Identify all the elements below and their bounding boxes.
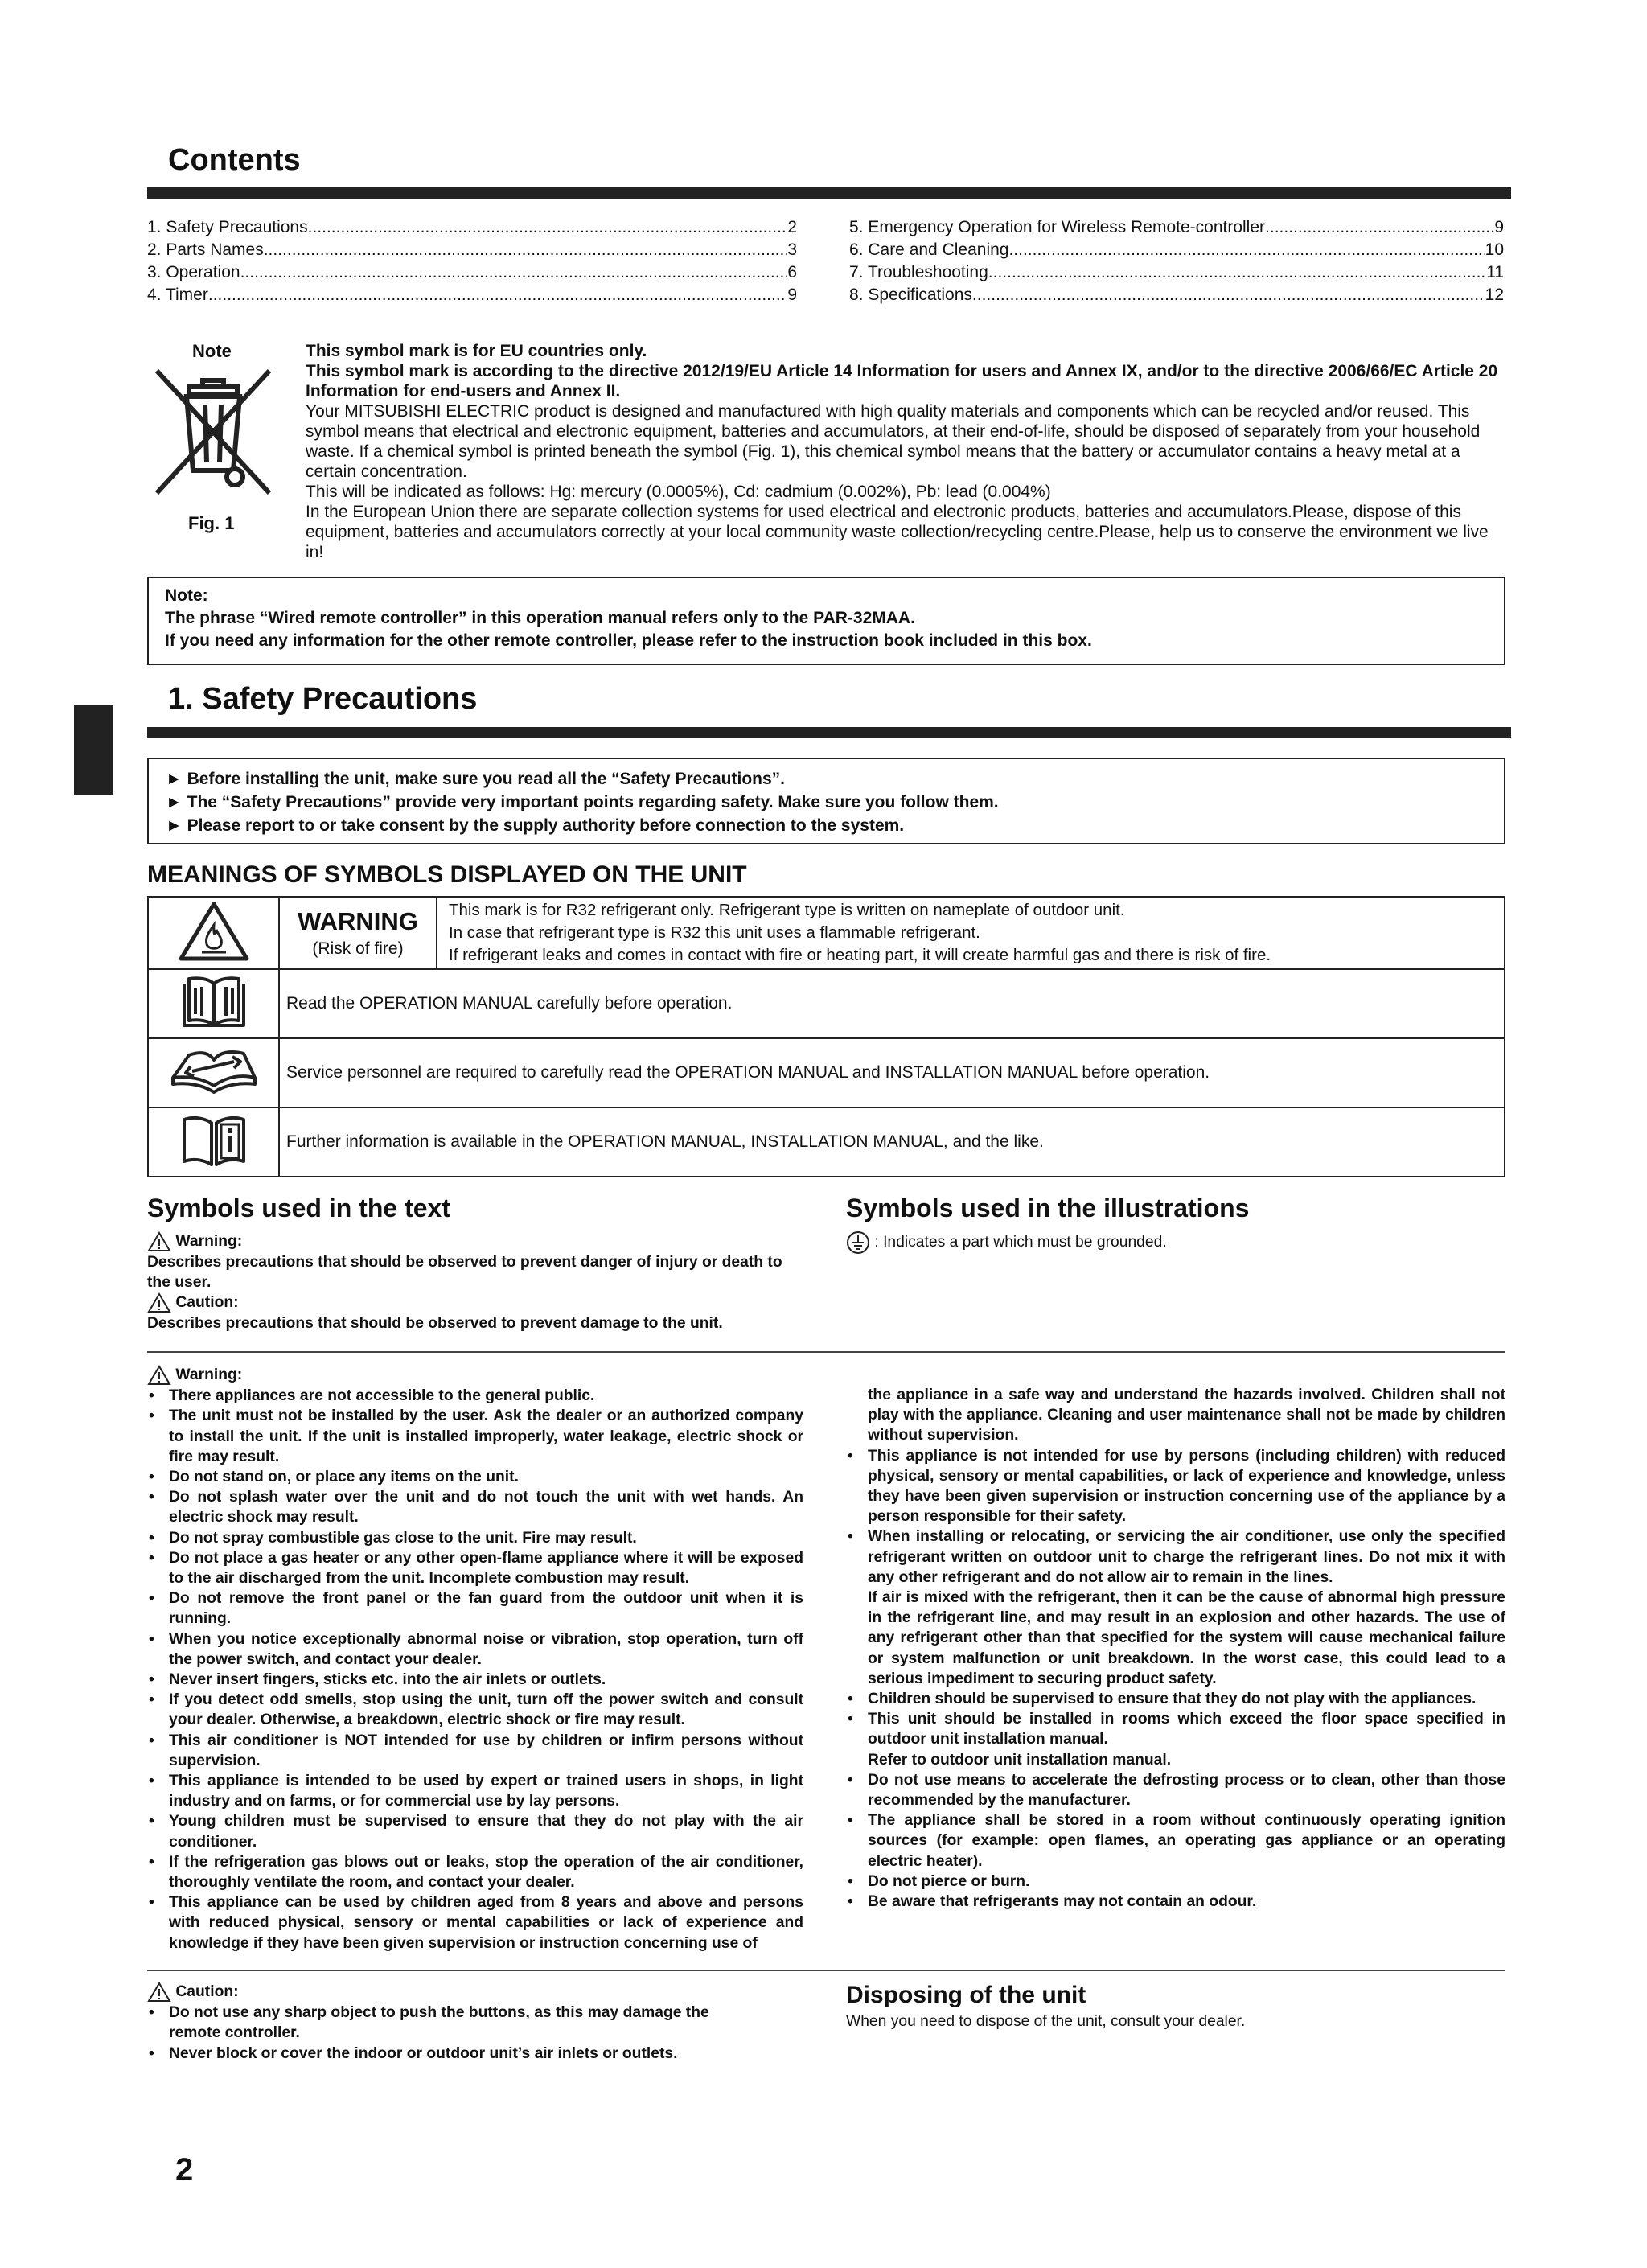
symbols-table [147, 896, 1505, 1177]
list-item: • Be aware that refrigerants may not contain an odour. [846, 1892, 1505, 1912]
warnings-left-column [147, 1365, 803, 1954]
note-text-block [306, 341, 1504, 562]
page-number: 2 [175, 2152, 194, 2188]
note-box-line-1: The phrase “Wired remote controller” in this operation manual refers only to the PAR-32MAA. [165, 609, 915, 627]
warning-triangle-icon [147, 1231, 171, 1252]
note-para-2: This will be indicated as follows: Hg: mercury (0.0005%), Cd: cadmium (0.002%), Pb: lead (0.004%) [306, 483, 1051, 501]
disposing-text: When you need to dispose of the unit, consult your dealer. [846, 2013, 1246, 2030]
toc-item[interactable]: 1. Safety Precautions ..... 2 [147, 216, 797, 239]
warning-label: WARNING [298, 907, 418, 935]
list-item: • The appliance shall be stored in a room without continuously operating ignition sources (for example: open flames, an operating gas appliance or an operating electric heater). [846, 1810, 1505, 1872]
fire-warning-icon-cell [148, 897, 279, 969]
flammable-warning-icon [178, 901, 250, 962]
safety-rule [147, 727, 1511, 738]
list-item: • If the refrigeration gas blows out or leaks, stop the operation of the air conditioner, thoroughly ventilate the room, and contact your dealer. [147, 1852, 803, 1892]
list-item: • The unit must not be installed by the user. Ask the dealer or an authorized company to install the unit. If the unit is installed improperly, water leakage, electric shock or fire may result. [147, 1406, 803, 1467]
toc-item[interactable]: 2. Parts Names ..... 3 [147, 239, 797, 261]
list-item: • Young children must be supervised to ensure that they do not play with the air conditioner. [147, 1811, 803, 1851]
safety-intro-3: ► Please report to or take consent by the supply authority before connection to the system. [166, 816, 905, 835]
contents-title: Contents [168, 143, 301, 177]
note-box [147, 577, 1505, 665]
list-item: • Do not place a gas heater or any other open-flame appliance where it will be exposed to the air discharged from the unit. Incomplete combustion may result. [147, 1548, 803, 1588]
warnings-left-list [147, 1386, 803, 1954]
section-divider [147, 1351, 1505, 1353]
symbols-text-caution-desc: Describes precautions that should be observed to prevent damage to the unit. [147, 1315, 723, 1332]
section-divider [147, 1970, 1505, 1971]
symbols-row-manual [148, 969, 1505, 1038]
ground-icon [846, 1231, 870, 1255]
disposing-title: Disposing of the unit [846, 1982, 1086, 2008]
list-item: • If you detect odd smells, stop using the unit, turn off the power switch and consult your dealer. Otherwise, a breakdown, electric shock or fire may result. [147, 1690, 803, 1730]
list-item: • Do not remove the front panel or the fan guard from the outdoor unit when it is running. [147, 1588, 803, 1629]
symbols-illus-block [846, 1231, 1167, 1255]
safety-intro-box [147, 758, 1505, 844]
section-tab-marker [74, 705, 113, 795]
list-item: • This air conditioner is NOT intended for use by children or infirm persons without supervision. [147, 1731, 803, 1771]
book-icon [178, 972, 250, 1032]
note-label: Note [192, 341, 232, 361]
caution-triangle-icon [147, 1982, 171, 2003]
note-bold-2: This symbol mark is according to the directive 2012/19/EU Article 14 Information for users and Annex IX, and/or to the directive 2006/66/EC Article 20 Information for end-users and Annex II. [306, 362, 1498, 401]
list-item: • Never block or cover the indoor or outdoor unit’s air inlets or outlets. [147, 2044, 758, 2064]
warnings-right-column [846, 1385, 1505, 1912]
symbols-row-warning [148, 897, 1505, 969]
symbols-text-warning-label: Warning: [175, 1233, 243, 1251]
info-manual-icon [178, 1111, 250, 1169]
list-item: • This appliance can be used by children aged from 8 years and above and persons with reduced physical, sensory or mental capabilities or lack of experience and knowledge if they have been given supervision or instruction concerning use of [147, 1892, 803, 1954]
list-item: • Do not use any sharp object to push the buttons, as this may damage the remote controller. [147, 2003, 758, 2043]
warning-line-1: This mark is for R32 refrigerant only. Refrigerant type is written on nameplate of outdoor unit. [449, 901, 1125, 919]
list-item: • Do not pierce or burn. [846, 1872, 1505, 1892]
toc-item[interactable]: 3. Operation ..... 6 [147, 261, 797, 284]
caution-triangle-icon [147, 1292, 171, 1313]
toc-item[interactable]: 4. Timer ..... 9 [147, 284, 797, 306]
warnings-right-list [846, 1385, 1505, 1912]
note-bold-1: This symbol mark is for EU countries only. [306, 342, 647, 360]
toc-left [147, 216, 797, 306]
list-item: • When you notice exceptionally abnormal noise or vibration, stop operation, turn off the power switch, and contact your dealer. [147, 1629, 803, 1670]
fig-label: Fig. 1 [188, 513, 235, 533]
note-box-line-2: If you need any information for the other remote controller, please refer to the instruction book included in this box. [165, 631, 1092, 650]
caution-label: Caution: [175, 1983, 239, 2001]
toc-item[interactable]: 5. Emergency Operation for Wireless Remote-controller ..... 9 [849, 216, 1504, 239]
symbols-text-warning-desc: Describes precautions that should be observed to prevent danger of injury or death to the user. [147, 1254, 782, 1291]
symbols-row-info [148, 1107, 1505, 1177]
symbols-text-block [147, 1231, 803, 1333]
warnings-label: Warning: [175, 1366, 243, 1384]
symbols-illus-title: Symbols used in the illustrations [846, 1194, 1250, 1222]
list-item: • Do not use means to accelerate the defrosting process or to clean, other than those recommended by the manufacturer. [846, 1770, 1505, 1810]
safety-intro-2: ► The “Safety Precautions” provide very important points regarding safety. Make sure you follow them. [166, 793, 999, 811]
safety-intro-1: ► Before installing the unit, make sure you read all the “Safety Precautions”. [166, 770, 785, 788]
warning-line-3: If refrigerant leaks and comes in contact with fire or heating part, it will create harmful gas and there is risk of fire. [449, 946, 1271, 964]
caution-list [147, 2003, 758, 2064]
warning-line-2: In case that refrigerant type is R32 this unit uses a flammable refrigerant. [449, 923, 980, 942]
symbols-row-service [148, 1038, 1505, 1107]
ground-desc: : Indicates a part which must be grounded. [874, 1234, 1167, 1251]
row-info-text: Further information is available in the OPERATION MANUAL, INSTALLATION MANUAL, and the like. [279, 1107, 1505, 1177]
safety-title: 1. Safety Precautions [168, 682, 478, 716]
list-item: • Do not splash water over the unit and do not touch the unit with wet hands. An electric shock may result. [147, 1487, 803, 1527]
list-item: • This unit should be installed in rooms which exceed the floor space specified in outdoor unit installation manual. [846, 1709, 1505, 1749]
service-manual-icon [170, 1046, 258, 1097]
warning-sub: (Risk of fire) [312, 939, 404, 958]
weee-bin-icon [145, 364, 281, 501]
caution-block [147, 1982, 758, 2064]
list-item: • This appliance is not intended for use by persons (including children) with reduced physical, sensory or mental capabilities, or lack of experience and knowledge, unless they have been given supervision or instruction concerning use of the appliance by a person responsible for their safety. [846, 1446, 1505, 1527]
list-item: • Children should be supervised to ensure that they do not play with the appliances. [846, 1689, 1505, 1709]
list-item-continued: If air is mixed with the refrigerant, then it can be the cause of abnormal high pressure in the refrigerant line, and may result in an explosion and other hazards. The use of any refrigerant other than that specified for the system will cause mechanical failure or system malfunction or unit breakdown. In the worst case, this could lead to a serious impediment to securing product safety. [868, 1589, 1505, 1687]
toc-item[interactable]: 7. Troubleshooting ..... 11 [849, 261, 1504, 284]
symbols-text-title: Symbols used in the text [147, 1194, 450, 1222]
symbols-unit-title: MEANINGS OF SYMBOLS DISPLAYED ON THE UNIT [147, 861, 747, 888]
list-item: • Never insert fingers, sticks etc. into the air inlets or outlets. [147, 1670, 803, 1690]
toc-item[interactable]: 8. Specifications ..... 12 [849, 284, 1504, 306]
list-item: • Do not spray combustible gas close to the unit. Fire may result. [147, 1528, 803, 1548]
note-para-1: Your MITSUBISHI ELECTRIC product is designed and manufactured with high quality materials and components which can be recycled and/or reused. This symbol means that electrical and electronic equipment, batteries and accumulators, at their end-of-life, should be disposed of separately from your household waste. If a chemical symbol is printed beneath the symbol (Fig. 1), this chemical symbol means that the battery or accumulator contains a heavy metal at a certain concentration. [306, 402, 1481, 481]
list-item: • When installing or relocating, or servicing the air conditioner, use only the specified refrigerant written on outdoor unit to charge the refrigerant lines. Do not mix it with any other refrigerant and do not allow air to remain in the lines. [846, 1526, 1505, 1588]
list-item-continued: the appliance in a safe way and understand the hazards involved. Children shall not play with the appliance. Cleaning and user maintenance shall not be made by children without supervision. [868, 1387, 1505, 1444]
contents-rule [147, 187, 1511, 199]
note-para-3: In the European Union there are separate collection systems for used electrical and electronic products, batteries and accumulators.Please, dispose of this equipment, batteries and accumulators correctly at your local community waste collection/recycling centre.Please, help us to conserve the environment we live in! [306, 503, 1489, 561]
row-service-text: Service personnel are required to carefully read the OPERATION MANUAL and INSTALLATION MANUAL before operation. [279, 1038, 1505, 1107]
list-item-continued: Refer to outdoor unit installation manual. [868, 1751, 1172, 1769]
note-box-label: Note: [165, 586, 208, 605]
toc-right [849, 216, 1504, 306]
toc-item[interactable]: 6. Care and Cleaning ..... 10 [849, 239, 1504, 261]
row-manual-text: Read the OPERATION MANUAL carefully before operation. [279, 969, 1505, 1038]
symbols-text-caution-label: Caution: [175, 1294, 239, 1312]
list-item: • This appliance is intended to be used by expert or trained users in shops, in light industry and on farms, or for commercial use by lay persons. [147, 1771, 803, 1811]
list-item: • Do not stand on, or place any items on the unit. [147, 1467, 803, 1487]
warning-triangle-icon [147, 1365, 171, 1386]
list-item: • There appliances are not accessible to the general public. [147, 1386, 803, 1406]
